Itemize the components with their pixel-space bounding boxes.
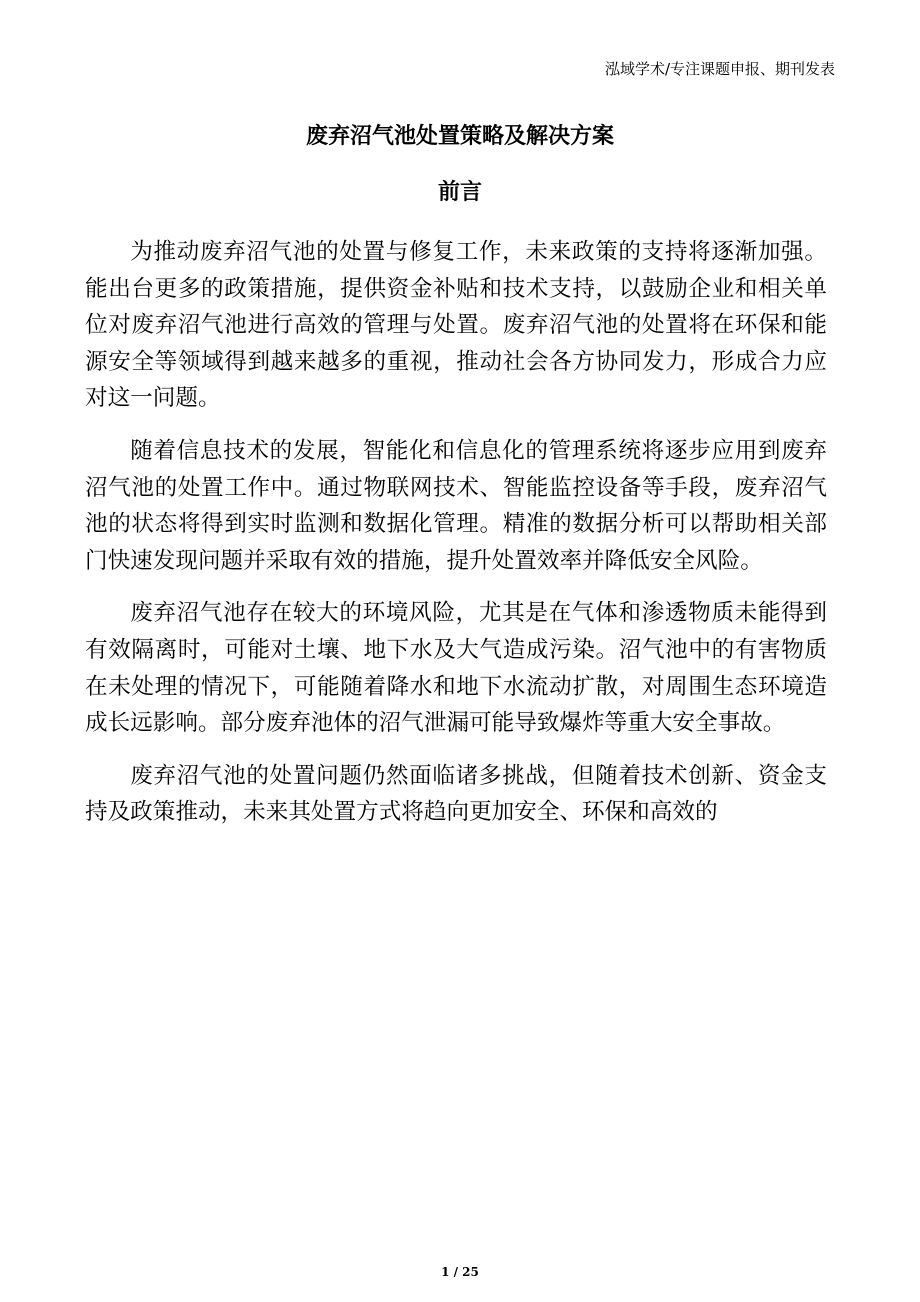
document-title: 废弃沼气池处置策略及解决方案 [305, 124, 614, 149]
section-heading: 前言 [437, 180, 482, 205]
paragraph: 废弃沼气池存在较大的环境风险，尤其是在气体和渗透物质未能得到有效隔离时，可能对土壤、地下水及大气造成污染。沼气池中的有害物质在未处理的情况下，可能随着降水和地下水流动扩散，对周围生态环境造成长远影响。部分废弃池体的沼气泄漏可能导致爆炸等重大安全事故。 [85, 600, 827, 737]
paragraph: 废弃沼气池的处置问题仍然面临诸多挑战，但随着技术创新、资金支持及政策推动，未来其处置方式将趋向更加安全、环保和高效的 [85, 762, 827, 826]
paragraph: 随着信息技术的发展，智能化和信息化的管理系统将逐步应用到废弃沼气池的处置工作中。通过物联网技术、智能监控设备等手段，废弃沼气池的状态将得到实时监测和数据化管理。精准的数据分析可以帮助相关部门快速发现问题并采取有效的措施，提升处置效率并降低安全风险。 [85, 437, 827, 574]
document-body [85, 234, 827, 847]
paragraph: 为推动废弃沼气池的处置与修复工作，未来政策的支持将逐渐加强。能出台更多的政策措施，提供资金补贴和技术支持，以鼓励企业和相关单位对废弃沼气池进行高效的管理与处置。废弃沼气池的处置将在环保和能源安全等领域得到越来越多的重视，推动社会各方协同发力，形成合力应对这一问题。 [85, 239, 827, 412]
page-number: 1 / 25 [441, 1265, 479, 1279]
header-note: 泓域学术/专注课题申报、期刊发表 [604, 60, 835, 78]
